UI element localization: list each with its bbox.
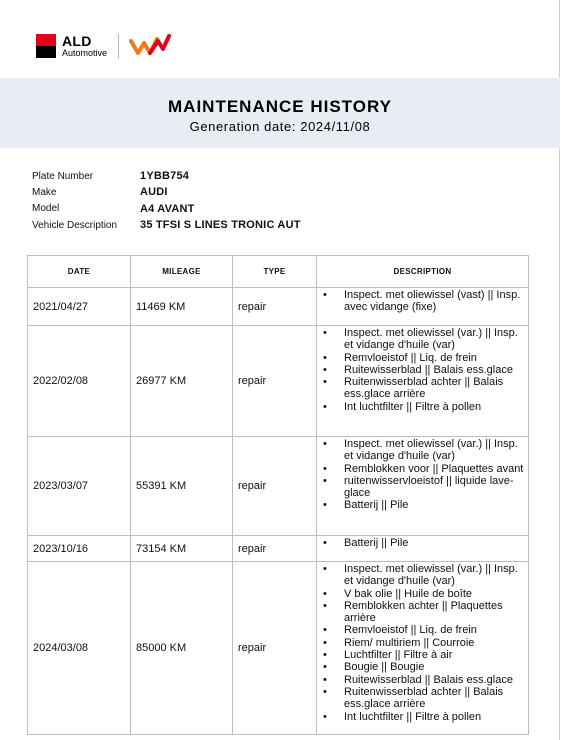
cell-date: 2021/04/27 xyxy=(28,288,131,326)
col-header-date: DATE xyxy=(28,256,131,288)
bullet-icon: • xyxy=(323,563,327,575)
list-item xyxy=(321,661,524,673)
bullet-icon: • xyxy=(323,587,327,600)
item-text: Riem/ multiriem || Courroie xyxy=(344,636,475,649)
item-text: Int luchtfilter || Filtre à pollen xyxy=(344,400,482,413)
description-list xyxy=(321,327,524,413)
item-text: Batterij || Pile xyxy=(344,537,409,549)
bullet-icon: • xyxy=(323,474,327,487)
bullet-icon: • xyxy=(323,327,327,339)
table-row xyxy=(28,288,529,326)
logo-separator xyxy=(118,33,119,59)
item-text: Inspect. met oliewissel (vast) || Insp. avec vidange (fixe) xyxy=(344,289,521,314)
item-text: ruitenwisservloeistof || liquide lave-glace xyxy=(344,474,514,500)
bullet-icon: • xyxy=(323,599,327,612)
bullet-icon: • xyxy=(323,376,327,389)
bullet-icon: • xyxy=(323,363,327,376)
description-list xyxy=(321,289,524,314)
list-item xyxy=(321,649,524,661)
table-row xyxy=(28,536,529,562)
bullet-icon: • xyxy=(323,685,327,698)
table-header-row xyxy=(28,256,529,288)
table-row xyxy=(28,326,529,437)
list-item xyxy=(321,711,524,723)
cell-date: 2023/10/16 xyxy=(28,536,131,562)
cell-mileage: 85000 KM xyxy=(131,562,233,735)
page-title: MAINTENANCE HISTORY xyxy=(168,97,392,116)
bullet-icon: • xyxy=(323,624,327,637)
item-text: Int luchtfilter || Filtre à pollen xyxy=(344,710,482,723)
bullet-icon: • xyxy=(323,499,327,512)
cell-type: repair xyxy=(233,536,317,562)
bullet-icon: • xyxy=(323,649,327,662)
list-item xyxy=(321,463,524,475)
table-row xyxy=(28,562,529,735)
bullet-icon: • xyxy=(323,351,327,364)
vehicle-row xyxy=(32,201,301,217)
logo-bar xyxy=(36,30,172,62)
item-text: V bak olie || Huile de boîte xyxy=(344,587,473,600)
list-item xyxy=(321,624,524,636)
vehicle-label: Plate Number xyxy=(32,170,94,182)
cell-mileage: 73154 KM xyxy=(131,536,233,562)
list-item xyxy=(321,674,524,686)
description-list xyxy=(321,438,524,512)
list-item xyxy=(321,352,524,364)
vehicle-row xyxy=(32,168,301,184)
item-text: Inspect. met oliewissel (var.) || Insp. et vidange d'huile (var) xyxy=(344,438,518,463)
brand-sub: Automotive xyxy=(62,48,108,58)
list-item xyxy=(321,637,524,649)
item-text: Bougie || Bougie xyxy=(344,661,425,674)
cell-type: repair xyxy=(233,562,317,735)
item-text: Remblokken achter || Plaquettes arrière xyxy=(344,599,503,625)
list-item xyxy=(321,563,524,588)
bullet-icon: • xyxy=(323,438,327,450)
list-item xyxy=(321,475,524,500)
cell-mileage: 11469 KM xyxy=(131,288,233,326)
col-header-mileage: MILEAGE xyxy=(131,256,233,288)
bullet-icon: • xyxy=(323,673,327,686)
cell-date: 2023/03/07 xyxy=(28,437,131,536)
vehicle-value: 1YBB754 xyxy=(140,170,190,183)
col-header-description: DESCRIPTION xyxy=(317,256,529,288)
item-text: Inspect. met oliewissel (var.) || Insp. et vidange d'huile (var) xyxy=(344,563,518,588)
vehicle-value: AUDI xyxy=(140,186,168,199)
vehicle-value: 35 TFSI S LINES TRONIC AUT xyxy=(140,219,301,232)
cell-date: 2022/02/08 xyxy=(28,326,131,437)
cell-mileage: 55391 KM xyxy=(131,437,233,536)
cell-description xyxy=(317,536,529,562)
item-text: Batterij || Pile xyxy=(344,499,409,512)
bullet-icon: • xyxy=(323,661,327,674)
cell-description xyxy=(317,326,529,437)
list-item xyxy=(321,438,524,463)
brand-name: ALD xyxy=(62,33,92,49)
description-list xyxy=(321,537,524,549)
table-row xyxy=(28,437,529,536)
list-item xyxy=(321,376,524,401)
generation-date: Generation date: 2024/11/08 xyxy=(189,119,371,134)
vehicle-row xyxy=(32,184,301,200)
list-item xyxy=(321,499,524,511)
vehicle-label: Make xyxy=(32,186,57,198)
list-item xyxy=(321,588,524,600)
item-text: Remvloeistof || Liq. de frein xyxy=(344,624,477,637)
cell-type: repair xyxy=(233,288,317,326)
vehicle-value: A4 AVANT xyxy=(140,202,195,215)
bullet-icon: • xyxy=(323,537,327,549)
cell-description xyxy=(317,437,529,536)
cell-description xyxy=(317,562,529,735)
description-list xyxy=(321,563,524,723)
ald-wordmark xyxy=(62,34,107,58)
item-text: Remblokken voor || Plaquettes avant xyxy=(344,462,524,475)
cell-date: 2024/03/08 xyxy=(28,562,131,735)
cell-mileage: 26977 KM xyxy=(131,326,233,437)
item-text: Ruitewisserblad || Balais ess.glace xyxy=(344,673,513,686)
maintenance-table xyxy=(27,255,529,735)
vehicle-details xyxy=(32,168,301,233)
bullet-icon: • xyxy=(323,710,327,723)
report-header xyxy=(0,78,560,148)
bullet-icon: • xyxy=(323,636,327,649)
list-item xyxy=(321,289,524,314)
list-item xyxy=(321,686,524,711)
vehicle-label: Model xyxy=(32,203,60,215)
list-item xyxy=(321,600,524,625)
bullet-icon: • xyxy=(323,289,327,301)
item-text: Ruitenwisserblad achter || Balais ess.glace arrière xyxy=(344,685,504,711)
item-text: Remvloeistof || Liq. de frein xyxy=(344,351,477,364)
ald-logo-icon xyxy=(36,34,56,58)
item-text: Inspect. met oliewissel (var.) || Insp. et vidange d'huile (var) xyxy=(344,327,518,352)
list-item xyxy=(321,401,524,413)
vehicle-label: Vehicle Description xyxy=(32,219,118,231)
list-item xyxy=(321,327,524,352)
list-item xyxy=(321,364,524,376)
bullet-icon: • xyxy=(323,462,327,475)
col-header-type: TYPE xyxy=(233,256,317,288)
list-item xyxy=(321,537,524,549)
cell-description xyxy=(317,288,529,326)
cell-type: repair xyxy=(233,326,317,437)
bullet-icon: • xyxy=(323,400,327,413)
item-text: Ruitewisserblad || Balais ess.glace xyxy=(344,363,513,376)
vehicle-row xyxy=(32,217,301,233)
item-text: Ruitenwisserblad achter || Balais ess.glace arrière xyxy=(344,376,504,401)
partner-logo-icon xyxy=(128,33,172,59)
cell-type: repair xyxy=(233,437,317,536)
item-text: Luchtfilter || Filtre à air xyxy=(344,649,453,662)
